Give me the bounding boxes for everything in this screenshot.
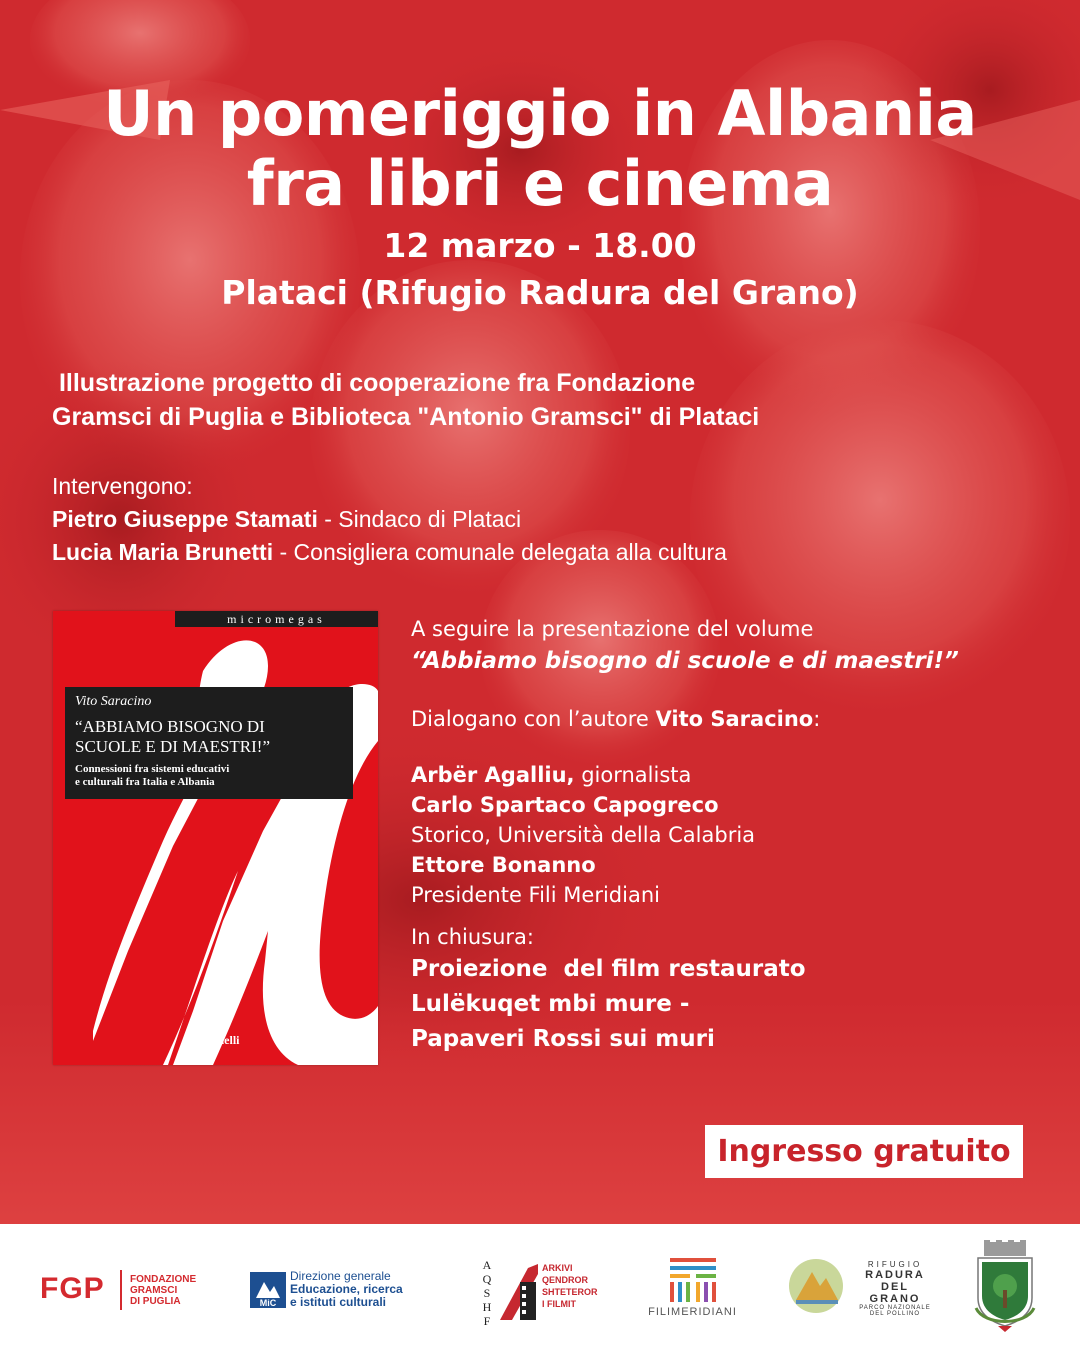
book-subtitle-line2: e culturali fra Italia e Albania: [75, 776, 215, 788]
book-mu-glyph: [53, 611, 378, 1065]
aqshf-name-line2: QENDROR: [542, 1275, 589, 1285]
panelist: [411, 760, 1051, 790]
aqshf-letter: S: [483, 1286, 491, 1300]
mic-mark-text: MiC: [259, 1298, 277, 1308]
fgp-logo: [40, 1270, 210, 1310]
event-title-line1: Un pomeriggio in Albania: [103, 77, 977, 150]
rifugio-name: [854, 1260, 936, 1317]
book-publisher: Solfanelli: [191, 1033, 240, 1047]
panelist-role: Presidente Fili Meridiani: [411, 883, 660, 907]
mic-name-line2: Educazione, ricerca: [290, 1282, 403, 1296]
speaker-item: [52, 536, 952, 569]
book-subtitle-line1: Connessioni fra sistemi educativi: [75, 763, 230, 775]
mountain-emblem-icon: [788, 1258, 844, 1314]
fili-meridiani-logo: [640, 1258, 745, 1324]
fgp-name: [130, 1274, 196, 1307]
plataci-coat-of-arms-icon: [970, 1238, 1040, 1334]
fgp-name-line1: FONDAZIONE: [130, 1274, 197, 1285]
fili-meridiani-name: FILIMERIDIANI: [648, 1306, 737, 1318]
partner-logos-footer: [0, 1224, 1080, 1350]
rifugio-name-line1: RIFUGIO: [867, 1260, 923, 1269]
book-series: micromegas: [175, 611, 378, 627]
aqshf-name: [542, 1262, 598, 1310]
speakers-section: [52, 470, 952, 569]
mic-name-line3: e istituti culturali: [290, 1295, 387, 1309]
rifugio-name-line4: PARCO NAZIONALE: [859, 1305, 931, 1311]
fgp-name-line2: GRAMSCI: [130, 1285, 178, 1296]
book-title: [75, 717, 343, 757]
aqshf-letter: H: [482, 1300, 492, 1314]
panelist: [411, 850, 1051, 910]
rifugio-logo: [788, 1258, 938, 1318]
aqshf-name-line1: ARKIVI: [542, 1263, 573, 1273]
rifugio-name-line2: RADURA: [865, 1269, 925, 1281]
mic-emblem-icon: [250, 1272, 286, 1308]
aqshf-name-line4: I FILMIT: [542, 1299, 576, 1309]
book-title-line1: “ABBIAMO BISOGNO DI: [75, 717, 265, 736]
fili-meridiani-grid-icon: [670, 1258, 716, 1302]
panelist-role: giornalista: [574, 763, 692, 787]
fgp-divider: [120, 1270, 122, 1310]
rifugio-name-line5: DEL POLLINO: [869, 1311, 921, 1317]
speaker-name: Pietro Giuseppe Stamati: [52, 506, 318, 532]
project-line1: Illustrazione progetto di cooperazione fra Fondazione: [52, 369, 696, 397]
event-location: Plataci (Rifugio Radura del Grano): [221, 273, 859, 312]
project-line2: Gramsci di Puglia e Biblioteca "Antonio Gramsci" di Plataci: [52, 403, 760, 431]
mic-logo: [250, 1268, 410, 1312]
presentation-book-title: “Abbiamo bisogno di scuole e di maestri!”: [411, 648, 959, 674]
free-entry-badge: Ingresso gratuito: [705, 1125, 1023, 1178]
panelist-role: Storico, Università della Calabria: [411, 823, 756, 847]
fgp-mark: FGP: [40, 1272, 105, 1305]
closing-line: Lulëkuqet mbi mure -: [411, 991, 690, 1017]
aqshf-letter: A: [482, 1258, 492, 1272]
book-subtitle: [75, 763, 343, 789]
speaker-role: - Sindaco di Plataci: [317, 506, 522, 532]
film-reel-icon: [498, 1262, 540, 1322]
speaker-role: - Consigliera comunale delegata alla cultura: [273, 539, 727, 565]
aqshf-logo: [480, 1258, 610, 1328]
presentation-intro: A seguire la presentazione del volume: [411, 617, 814, 641]
panelist: [411, 790, 1051, 850]
event-date-time: 12 marzo - 18.00: [383, 226, 697, 265]
closing-line: Papaveri Rossi sui muri: [411, 1026, 715, 1052]
panelist-name: Arbër Agalliu,: [411, 763, 575, 787]
book-title-box: [65, 687, 353, 799]
book-cover: [53, 611, 378, 1065]
rifugio-name-line3: DEL GRANO: [869, 1281, 921, 1305]
book-author: Vito Saracino: [75, 694, 152, 709]
fgp-name-line3: DI PUGLIA: [130, 1296, 181, 1307]
book-title-line2: SCUOLE E DI MAESTRI!”: [75, 737, 271, 756]
mic-name: [290, 1270, 403, 1309]
mic-name-line1: Direzione generale: [290, 1269, 391, 1283]
speaker-item: [52, 503, 952, 536]
dialogue-line: [411, 704, 1051, 734]
dialogue-suffix: :: [813, 707, 821, 731]
dialogue-author: Vito Saracino: [655, 707, 814, 731]
presentation-section: [411, 614, 1051, 1057]
speaker-name: Lucia Maria Brunetti: [52, 539, 274, 565]
aqshf-name-line3: SHTETEROR: [542, 1287, 598, 1297]
aqshf-letter: Q: [482, 1272, 492, 1286]
dialogue-prefix: Dialogano con l’autore: [411, 707, 656, 731]
speakers-heading: Intervengono:: [52, 473, 193, 499]
aqshf-letters: [480, 1258, 494, 1328]
project-description: [52, 366, 952, 434]
panelist-name: Carlo Spartaco Capogreco: [411, 793, 719, 817]
event-title-line2: fra libri e cinema: [246, 147, 834, 220]
aqshf-letter: F: [483, 1314, 491, 1328]
panelist-name: Ettore Bonanno: [411, 853, 596, 877]
closing-line: Proiezione del film restaurato: [411, 956, 806, 982]
closing-heading: In chiusura:: [411, 925, 535, 949]
